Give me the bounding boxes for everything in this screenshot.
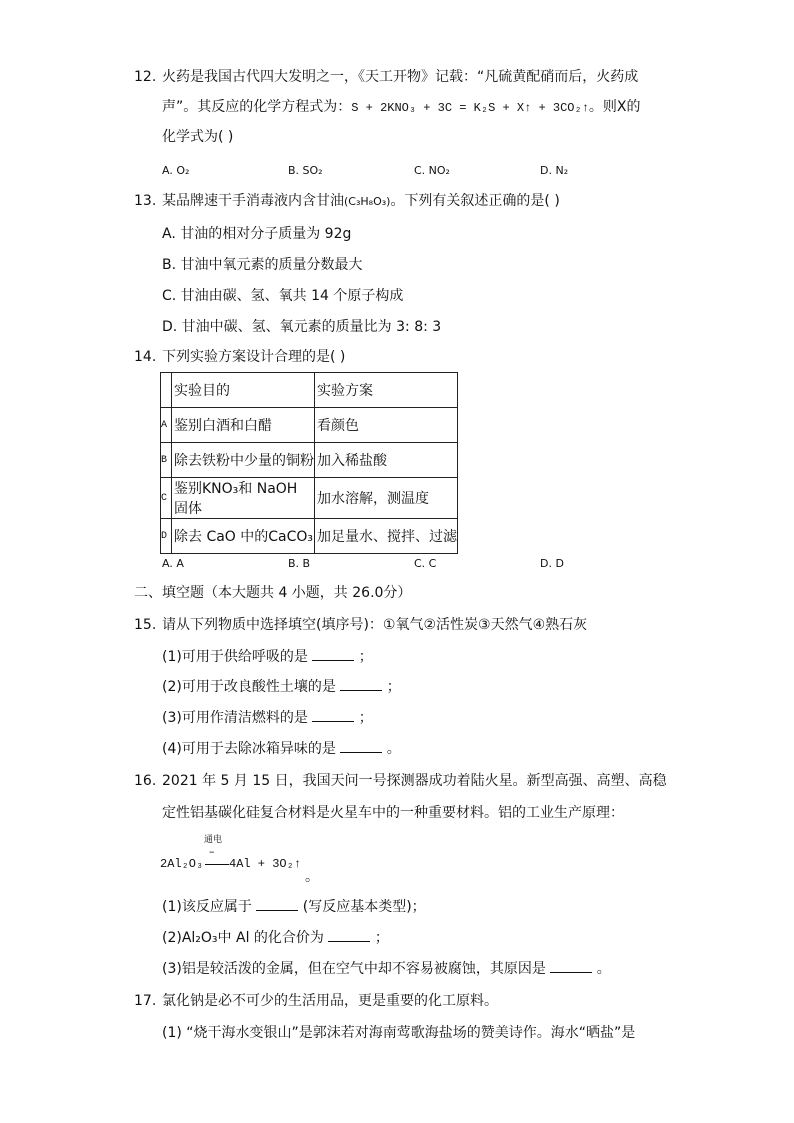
row-key: B — [161, 443, 172, 478]
row-goal: 除去 CaO 中的CaCO₃ — [172, 519, 315, 554]
row-plan: 加足量水、搅拌、过滤 — [315, 519, 458, 554]
table-row — [161, 478, 458, 519]
option-a: A. A — [162, 557, 184, 570]
question-text: 氯化钠是必不可少的生活用品，更是重要的化工原料。 — [162, 993, 498, 1009]
row-key: D — [161, 519, 172, 554]
fill-item: (3)铝是较活泼的金属，但在空气中却不容易被腐蚀，其原因是 。 — [162, 961, 611, 977]
option-c: C. NO₂ — [414, 164, 450, 177]
reaction-condition: 通电 — [204, 835, 223, 845]
row-goal: 除去铁粉中少量的铜粉 — [172, 443, 315, 478]
option-d: D. D — [540, 557, 564, 570]
chemical-equation: S + 2KNO₃ + 3C = K₂S + X↑ + 3CO₂↑ — [351, 101, 589, 115]
option-a: A. O₂ — [162, 164, 190, 177]
option-d: D. N₂ — [540, 164, 569, 177]
question-number: 16. — [134, 773, 157, 789]
answer-blank[interactable] — [312, 709, 354, 722]
option-c: C. 甘油由碳、氢、氧共 14 个原子构成 — [162, 288, 404, 304]
answer-blank[interactable] — [340, 740, 382, 753]
option-b: B. SO₂ — [288, 164, 323, 177]
equation-arrow-line — [205, 864, 229, 865]
question-number: 12. — [134, 69, 157, 85]
fill-item: (4)可用于去除冰箱异味的是 。 — [162, 741, 401, 757]
fill-item: (1)该反应属于 (写反应基本类型)； — [162, 899, 426, 915]
fill-item: (2)可用于改良酸性土壤的是 ； — [162, 679, 401, 695]
question-text: 火药是我国古代四大发明之一，《天工开物》记载：“凡硫黄配硝而后，火药成 — [162, 69, 639, 85]
table-row — [161, 443, 458, 478]
question-text: 某品牌速干手消毒液内含甘油(C₃H₈O₃)。下列有关叙述正确的是( ) — [162, 193, 560, 209]
header-plan: 实验方案 — [315, 373, 458, 408]
row-plan: 加水溶解，测温度 — [315, 478, 458, 519]
condition-dash: – — [209, 845, 215, 858]
chemical-formula: (C₃H₈O₃) — [344, 195, 391, 208]
question-text: 2021 年 5 月 15 日，我国天问一号探测器成功着陆火星。新型高强、高塑、高稳 — [162, 773, 667, 789]
fill-item: (3)可用作清洁燃料的是 ； — [162, 710, 373, 726]
answer-blank[interactable] — [328, 929, 370, 942]
equation-left: 2Al₂O₃ — [160, 857, 204, 871]
row-key: A — [161, 408, 172, 443]
answer-blank[interactable] — [312, 648, 354, 661]
table-header-row — [161, 373, 458, 408]
section-heading: 二、填空题（本大题共 4 小题，共 26.0分） — [134, 585, 412, 601]
question-text: (1) “烧干海水变银山”是郭沫若对海南莺歌海盐场的赞美诗作。海水“晒盐”是 — [162, 1025, 636, 1041]
table-row — [161, 408, 458, 443]
row-plan: 看颜色 — [315, 408, 458, 443]
answer-blank[interactable] — [340, 678, 382, 691]
option-a: A. 甘油的相对分子质量为 92g — [162, 226, 352, 242]
option-c: C. C — [414, 557, 437, 570]
header-goal: 实验目的 — [172, 373, 315, 408]
option-b: B. B — [288, 557, 311, 570]
question-text: 化学式为( ) — [162, 129, 234, 145]
answer-blank[interactable] — [550, 960, 592, 973]
question-number: 13. — [134, 193, 157, 209]
question-text: 声”。其反应的化学方程式为：S + 2KNO₃ + 3C = K₂S + X↑ + 3CO₂↑。则X的 — [162, 99, 641, 115]
fill-item: (2)Al₂O₃中 Al 的化合价为 ； — [162, 930, 389, 946]
row-goal: 鉴别KNO₃和 NaOH 固体 — [172, 478, 315, 519]
fill-item: (1)可用于供给呼吸的是 ； — [162, 649, 373, 665]
experiment-table — [160, 372, 458, 554]
question-text: 请从下列物质中选择填空(填序号)：①氧气②活性炭③天然气④熟石灰 — [162, 617, 588, 633]
row-plan: 加入稀盐酸 — [315, 443, 458, 478]
question-text: 定性铝基碳化硅复合材料是火星车中的一种重要材料。铝的工业生产原理： — [162, 805, 624, 821]
option-d: D. 甘油中碳、氢、氧元素的质量比为 3: 8: 3 — [162, 319, 442, 335]
table-row — [161, 519, 458, 554]
question-number: 15. — [134, 617, 157, 633]
equation-end: 。 — [305, 869, 319, 885]
equation-right: 4Al + 3O₂↑ — [229, 857, 302, 871]
answer-blank[interactable] — [256, 898, 298, 911]
question-number: 14. — [134, 349, 157, 365]
question-text: 下列实验方案设计合理的是( ) — [162, 349, 346, 365]
question-number: 17. — [134, 993, 157, 1009]
option-b: B. 甘油中氧元素的质量分数最大 — [162, 257, 363, 273]
row-key: C — [161, 478, 172, 519]
row-goal: 鉴别白酒和白醋 — [172, 408, 315, 443]
